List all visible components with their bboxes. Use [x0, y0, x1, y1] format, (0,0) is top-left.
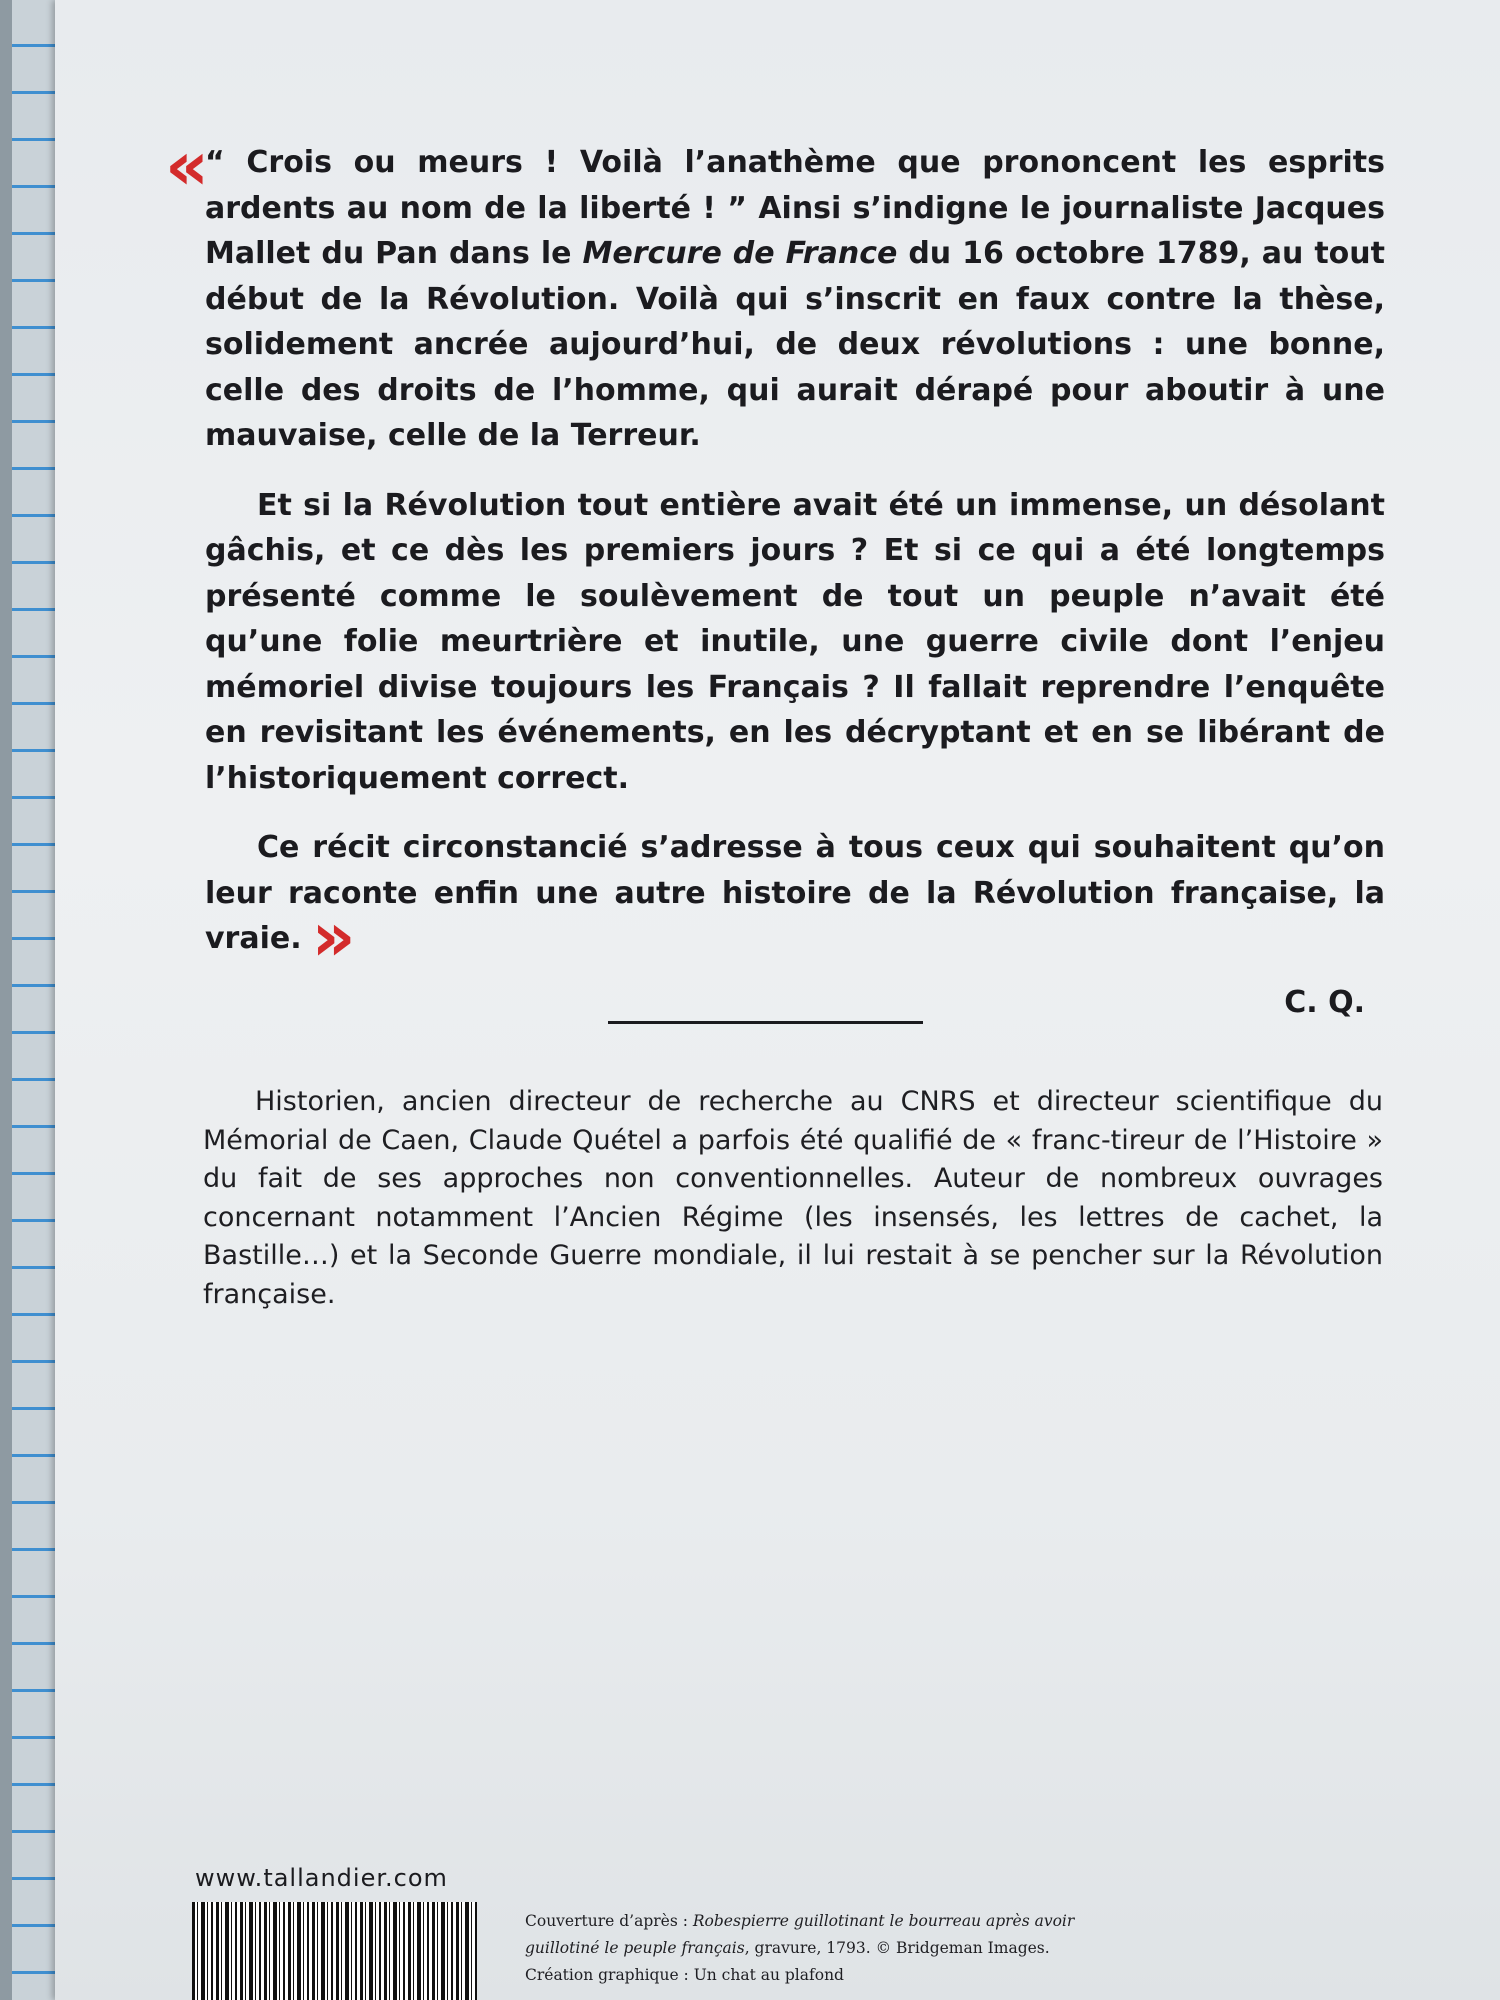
- publisher-website[interactable]: www.tallandier.com: [195, 1864, 448, 1892]
- blurb-paragraph-3: [205, 825, 1385, 977]
- credits-line-2: [525, 1935, 1145, 1962]
- credits-prefix: Couverture d’après :: [525, 1912, 693, 1930]
- blurb-paragraph-1: « “ Crois ou meurs ! Voilà l’anathème que prononcent les esprits ardents au nom de la liberté ! ” Ainsi s’indigne le journaliste Jacques Mallet du Pan dans le Mercure de France du 16 octobre 1789, au tout début de la Révolution. Voilà qui s’inscrit en faux contre la thèse, solidement ancrée aujourd’hui, de deux révolutions : une bonne, celle des droits de l’homme, qui aurait dérapé pour aboutir à une mauvaise, celle de la Terreur.: [165, 127, 1385, 453]
- separator-line: [608, 1021, 923, 1024]
- blurb-p1-end: du 16 octobre 1789, au tout début de la Révolution. Voilà qui s’inscrit en faux contre la thèse, solidement ancrée aujourd’hui, de deux révolutions : une bonne, celle des droits de l’homme, qui aurait dérapé pour aboutir à une mauvaise, celle de la Terreur.: [205, 236, 1385, 453]
- artwork-title-part-1: Robespierre guillotinant le bourreau après avoir: [692, 1912, 1075, 1930]
- close-quote-mark: »: [311, 898, 356, 977]
- blurb-paragraph-2: Et si la Révolution tout entière avait été un immense, un désolant gâchis, et ce dès les premiers jours ? Et si ce qui a été longtemps présenté comme le soulèvement de tout un peuple n’avait été qu’une folie meurtrière et inutile, une guerre civile dont l’enjeu mémoriel divise toujours les Français ? Il fallait reprendre l’enquête en revisitant les événements, en les décryptant et en se libérant de l’historiquement correct.: [205, 487, 1385, 796]
- author-bio: [203, 1083, 1383, 1314]
- author-bio-text: Historien, ancien directeur de recherche au CNRS et directeur scientifique du Mémorial de Caen, Claude Quétel a parfois été qualifié de « franc-tireur de l’Histoire » du fait de ses approches non conventionnelles. Auteur de nombreux ouvrages concernant notamment l’Ancien Régime (les insensés, les lettres de cachet, la Bastille…) et la Seconde Guerre mondiale, il lui restait à se pencher sur la Révolution française.: [203, 1086, 1383, 1310]
- artwork-details: , gravure, 1793. © Bridgeman Images.: [744, 1939, 1050, 1957]
- blurb-text: [165, 127, 1385, 1025]
- credits-line-1: [525, 1908, 1145, 1935]
- blurb-p3-text: Ce récit circonstancié s’adresse à tous ceux qui souhaitent qu’on leur raconte enfin une autre histoire de la Révolution française, la vraie.: [205, 830, 1385, 956]
- book-back-cover: [55, 0, 1500, 2000]
- artwork-title-part-2: guillotiné le peuple français: [525, 1939, 745, 1957]
- signature: C. Q.: [1284, 984, 1365, 1020]
- blurb-p1-start: “ Crois ou meurs ! Voilà l’anathème que prononcent les esprits ardents au nom de la liberté ! ” Ainsi s’indigne le journaliste Jacques Mallet du Pan dans le: [205, 145, 1385, 271]
- barcode: [192, 1902, 477, 2000]
- graph-paper-strip: [0, 0, 60, 2000]
- paper-edge: [0, 0, 12, 2000]
- publication-title: Mercure de France: [582, 236, 898, 271]
- credits-line-3: Création graphique : Un chat au plafond: [525, 1966, 844, 1984]
- cover-credits: [525, 1908, 1145, 1989]
